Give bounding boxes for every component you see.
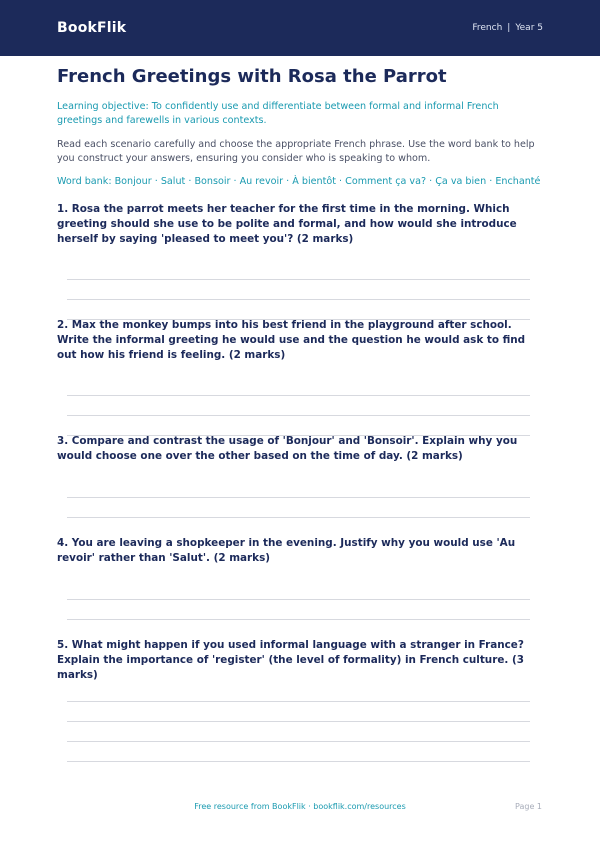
learning-objective: Learning objective: To confidently use and differentiate between formal and informal French greetings and farewells in various contexts.	[57, 101, 499, 126]
instructions: Read each scenario carefully and choose the appropriate French phrase. Use the word bank to help you construct your answers, ensuring you consider who is speaking to whom.	[57, 139, 535, 164]
question-5: 5. What might happen if you used informal language with a stranger in France? Explain the importance of 'register' (the level of formality) in French culture. (3 marks)	[57, 639, 524, 681]
page-header	[0, 0, 600, 56]
question-4: 4. You are leaving a shopkeeper in the evening. Justify why you would use 'Au revoir' rather than 'Salut'. (2 marks)	[57, 537, 516, 564]
answer-line[interactable]	[67, 619, 530, 620]
answer-line[interactable]	[67, 721, 530, 722]
answer-line[interactable]	[67, 299, 530, 300]
answer-line[interactable]	[67, 741, 530, 742]
answer-line[interactable]	[67, 701, 530, 702]
answer-line[interactable]	[67, 497, 530, 498]
word-bank: Word bank: Bonjour · Salut · Bonsoir · Au revoir · À bientôt · Comment ça va? · Ça va bien · Enchanté	[57, 176, 541, 187]
answer-line[interactable]	[67, 395, 530, 396]
footer-resource-link[interactable]: Free resource from BookFlik · bookflik.com/resources	[194, 802, 406, 811]
subject-label: French	[472, 23, 503, 33]
worksheet-intro	[57, 66, 543, 189]
question-3: 3. Compare and contrast the usage of 'Bonjour' and 'Bonsoir'. Explain why you would choose one over the other based on the time of day. (2 marks)	[57, 435, 518, 462]
question-2: 2. Max the monkey bumps into his best friend in the playground after school. Write the informal greeting he would use and the question he would ask to find out how his friend is feeling. (2 marks)	[57, 319, 526, 361]
subject-year-label	[472, 23, 543, 33]
question-1: 1. Rosa the parrot meets her teacher for the first time in the morning. Which greeting should she use to be polite and formal, and how would she introduce herself by saying 'pleased to meet you'? (2 marks)	[57, 203, 517, 245]
worksheet-title: French Greetings with Rosa the Parrot	[57, 66, 447, 87]
brand-logo: BookFlik	[57, 20, 127, 36]
answer-line[interactable]	[67, 279, 530, 280]
page-number: Page 1	[515, 802, 542, 811]
answer-line[interactable]	[67, 761, 530, 762]
answer-line[interactable]	[67, 415, 530, 416]
meta-separator: |	[507, 23, 511, 33]
answer-line[interactable]	[67, 517, 530, 518]
answer-line[interactable]	[67, 599, 530, 600]
year-label: Year 5	[515, 23, 543, 33]
